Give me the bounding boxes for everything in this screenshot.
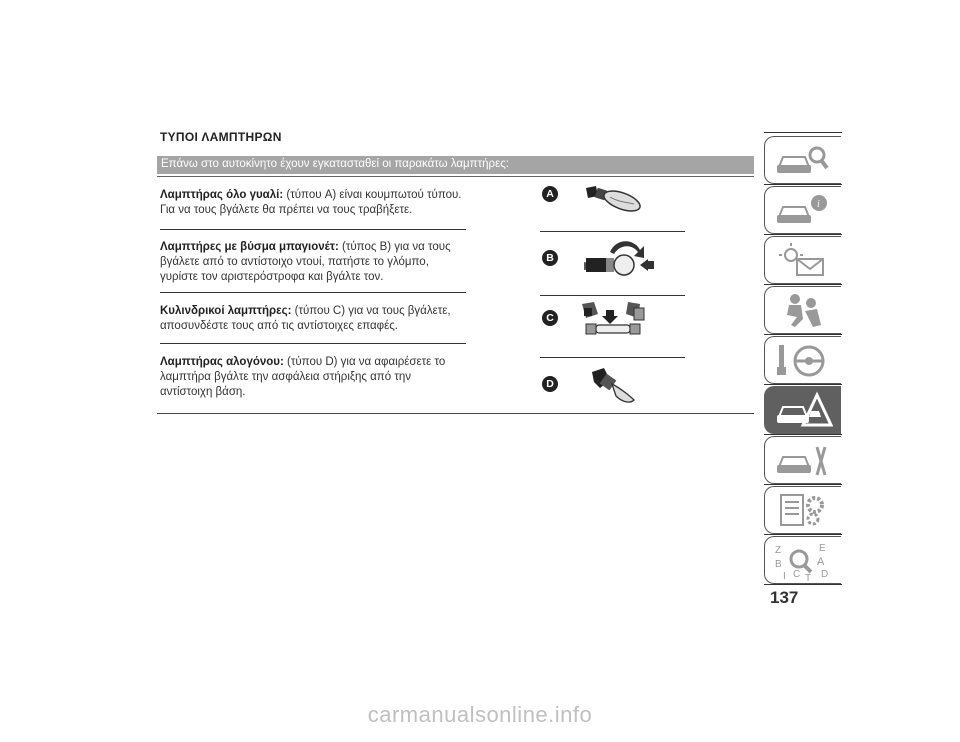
tab-warning-lights[interactable] <box>764 236 841 284</box>
entry-bulb-a <box>160 188 465 218</box>
entry-bulb-c-text: (τύπου C) για να τους βγάλετε, αποσυνδέστε τους από τις αντίστοιχες επαφές. <box>160 305 451 332</box>
tab-divider <box>764 534 842 535</box>
tab-divider <box>764 434 842 435</box>
entry-bulb-b <box>160 240 465 285</box>
car-maintenance-icon <box>773 441 833 479</box>
index-letter-a: A <box>817 556 825 568</box>
tab-car-search[interactable] <box>764 136 841 184</box>
tab-emergency[interactable] <box>764 386 841 434</box>
page-title: ΤΥΠΟΙ ΛΑΜΠΤΗΡΩΝ <box>160 130 282 144</box>
specs-gear-icon <box>773 491 833 529</box>
tab-divider <box>764 132 842 133</box>
tab-steering-wheel[interactable] <box>764 336 841 384</box>
page-number: 137 <box>770 588 799 607</box>
entry-bulb-a-text: (τύπου A) είναι κουμπωτού τύπου. Για να τους βγάλετε θα πρέπει να τους τραβήξετε. <box>160 189 462 216</box>
band-underline <box>157 176 754 177</box>
entry-bulb-d-text: (τύπου D) για να αφαιρέσετε το λαμπτήρα βγάλτε την ασφάλεια στήριξης από την αντίστοιχη βάση. <box>160 356 446 398</box>
index-letter-b: B <box>775 559 782 570</box>
bulb-c-illustration <box>578 300 654 340</box>
car-search-icon <box>773 141 833 179</box>
tab-car-info[interactable] <box>764 186 841 234</box>
tab-index[interactable] <box>764 536 841 584</box>
index-letter-t: T <box>805 573 812 581</box>
figure-letter-a: A <box>542 186 558 202</box>
bulb-a-illustration <box>582 180 644 212</box>
section-band-text: Επάνω στο αυτοκίνητο έχουν εγκατασταθεί οι παρακάτω λαμπτήρες: <box>161 158 509 170</box>
figure-letter-d: D <box>542 376 558 392</box>
index-letter-d: D <box>821 569 829 580</box>
section-band <box>157 156 754 174</box>
entry-bulb-c-title: Κυλινδρικοί λαμπτήρες: <box>160 305 292 317</box>
tab-divider <box>764 334 842 335</box>
svg-text:i: i <box>817 199 820 210</box>
entry-divider <box>160 343 466 344</box>
index-search-icon <box>773 541 833 581</box>
entry-bulb-a-title: Λαμπτήρας όλο γυαλί: <box>160 189 284 201</box>
tab-divider <box>764 234 842 235</box>
figure-divider <box>540 231 685 232</box>
airbag-person-icon <box>773 291 833 329</box>
tab-divider <box>764 284 842 285</box>
tab-divider <box>764 584 842 585</box>
warning-lights-icon <box>773 241 833 279</box>
tab-airbag-person[interactable] <box>764 286 841 334</box>
entry-divider <box>160 229 466 230</box>
watermark: carmanualsonline.info <box>367 702 593 727</box>
tab-specs[interactable] <box>764 486 841 534</box>
tab-car-maintenance[interactable] <box>764 436 841 484</box>
tab-divider <box>764 384 842 385</box>
tab-divider <box>764 484 842 485</box>
bulb-b-illustration <box>582 236 654 278</box>
index-letter-z: Z <box>775 545 782 556</box>
entry-bulb-b-text: (τύπος B) για να τους βγάλετε από το αντίστοιχο ντουί, πατήστε το γλόμπο, γυρίστε τον αριστερόστροφα και βγάλτε τον. <box>160 241 451 283</box>
entry-bulb-d-title: Λαμπτήρας αλογόνου: <box>160 356 284 368</box>
tab-divider <box>764 184 842 185</box>
entry-bulb-d <box>160 355 465 400</box>
section-bottom-line <box>157 413 754 414</box>
car-info-icon <box>773 191 833 229</box>
entry-bulb-c <box>160 304 465 334</box>
figure-divider <box>540 357 685 358</box>
bulb-d-illustration <box>590 366 640 406</box>
entry-divider <box>160 292 466 293</box>
steering-wheel-icon <box>773 341 833 379</box>
index-letter-i: I <box>783 571 786 581</box>
figure-letter-b: B <box>542 250 558 266</box>
figure-letter-c: C <box>542 310 558 326</box>
index-letter-e: E <box>819 543 826 554</box>
emergency-car-icon <box>773 391 833 429</box>
entry-bulb-b-title: Λαμπτήρες με βύσμα μπαγιονέτ: <box>160 241 339 253</box>
figure-divider <box>540 295 685 296</box>
index-letter-c: C <box>793 569 801 580</box>
